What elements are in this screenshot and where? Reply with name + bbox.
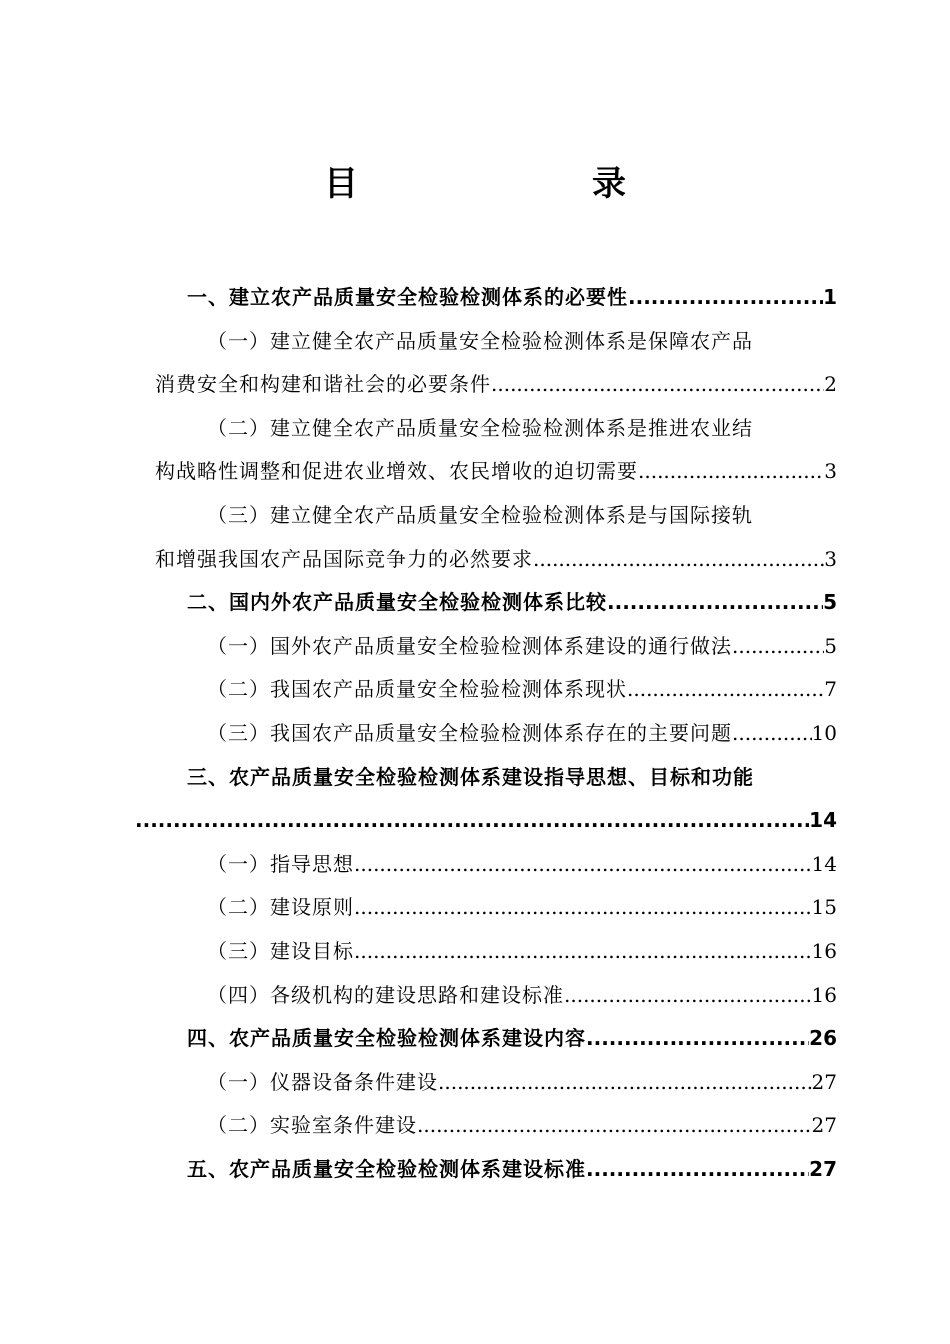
toc-entry-text: 一、建立农产品质量安全检验检测体系的必要性 [187, 285, 628, 309]
toc-entry-text: （二）实验室条件建设 [207, 1113, 417, 1138]
toc-entry-line [155, 1104, 837, 1148]
toc-entry-line [155, 581, 837, 625]
toc-section-entry[interactable] [155, 1061, 837, 1105]
dot-leader [354, 930, 812, 974]
dot-leader [417, 1104, 812, 1148]
toc-chapter-entry[interactable] [155, 1148, 837, 1192]
toc-entry-text: 消费安全和构建和谐社会的必要条件 [155, 372, 491, 397]
toc-page-number: 7 [824, 677, 837, 702]
table-of-contents [155, 276, 837, 1191]
dot-leader [638, 450, 824, 494]
toc-page-number: 3 [824, 459, 837, 484]
toc-page-number: 27 [809, 1156, 837, 1181]
toc-entry-text: （一）指导思想 [207, 851, 354, 876]
dot-leader [628, 276, 823, 320]
toc-entry-text: （二）建设原则 [207, 895, 354, 920]
toc-entry-text: （四）各级机构的建设思路和建设标准 [207, 982, 564, 1007]
toc-entry-line [155, 1017, 837, 1061]
toc-page-number: 15 [811, 895, 837, 920]
toc-section-entry[interactable] [155, 1104, 837, 1148]
dot-leader [135, 799, 809, 843]
toc-page-number: 3 [824, 546, 837, 571]
toc-entry-line [155, 320, 837, 364]
toc-section-entry[interactable] [155, 712, 837, 756]
toc-section-entry[interactable] [155, 320, 837, 407]
toc-section-entry[interactable] [155, 886, 837, 930]
dot-leader [607, 581, 823, 625]
dot-leader [586, 1148, 809, 1192]
dot-leader [491, 363, 824, 407]
dot-leader [438, 1061, 812, 1105]
toc-section-entry[interactable] [155, 668, 837, 712]
dot-leader [564, 974, 812, 1018]
toc-entry-line [155, 712, 837, 756]
dot-leader [354, 843, 812, 887]
toc-page-number: 27 [811, 1069, 837, 1094]
toc-page-number: 2 [824, 372, 837, 397]
toc-page-number: 16 [811, 938, 837, 963]
toc-section-entry[interactable] [155, 974, 837, 1018]
toc-page-number: 16 [811, 982, 837, 1007]
toc-entry-text: 和增强我国农产品国际竞争力的必然要求 [155, 546, 533, 571]
toc-page-number: 1 [823, 285, 837, 309]
toc-page-number: 14 [811, 851, 837, 876]
toc-entry-text: 四、农产品质量安全检验检测体系建设内容 [187, 1026, 586, 1051]
toc-chapter-entry[interactable] [155, 276, 837, 320]
toc-entry-line [155, 668, 837, 712]
toc-entry-line [155, 625, 837, 669]
toc-entry-text: （一）建立健全农产品质量安全检验检测体系是保障农产品 [207, 328, 753, 353]
toc-entry-text: （二）我国农产品质量安全检验检测体系现状 [207, 677, 627, 702]
toc-page-number: 10 [811, 720, 837, 745]
toc-entry-line [135, 799, 837, 843]
toc-chapter-entry[interactable] [155, 1017, 837, 1061]
dot-leader [732, 712, 812, 756]
toc-entry-line [155, 974, 837, 1018]
toc-entry-line [155, 494, 837, 538]
toc-entry-line [155, 407, 837, 451]
page-title: 目 录 [324, 164, 726, 204]
toc-entry-line [155, 450, 837, 494]
dot-leader [354, 886, 812, 930]
toc-page-number: 27 [811, 1113, 837, 1138]
toc-page-number: 5 [823, 590, 837, 615]
dot-leader [533, 538, 824, 582]
dot-leader [732, 625, 824, 669]
toc-entry-line [155, 276, 837, 320]
toc-entry-line [155, 843, 837, 887]
toc-entry-text: （三）我国农产品质量安全检验检测体系存在的主要问题 [207, 720, 732, 745]
toc-entry-line [155, 1061, 837, 1105]
toc-page-number: 14 [809, 808, 837, 833]
toc-entry-text: （一）仪器设备条件建设 [207, 1069, 438, 1094]
toc-section-entry[interactable] [155, 494, 837, 581]
toc-section-entry[interactable] [155, 407, 837, 494]
toc-section-entry[interactable] [155, 930, 837, 974]
toc-entry-text: 构战略性调整和促进农业增效、农民增收的迫切需要 [155, 459, 638, 484]
toc-entry-line [155, 363, 837, 407]
toc-entry-text: （一）国外农产品质量安全检验检测体系建设的通行做法 [207, 633, 732, 658]
toc-section-entry[interactable] [155, 843, 837, 887]
toc-entry-line [155, 930, 837, 974]
toc-entry-text: （三）建立健全农产品质量安全检验检测体系是与国际接轨 [207, 502, 753, 527]
toc-chapter-entry[interactable] [155, 756, 837, 843]
dot-leader [627, 668, 824, 712]
toc-entry-text: （二）建立健全农产品质量安全检验检测体系是推进农业结 [207, 415, 753, 440]
toc-entry-text: 二、国内外农产品质量安全检验检测体系比较 [187, 590, 607, 615]
toc-chapter-entry[interactable] [155, 581, 837, 625]
toc-entry-text: 五、农产品质量安全检验检测体系建设标准 [187, 1156, 586, 1181]
toc-entry-line [155, 538, 837, 582]
toc-entry-line [155, 1148, 837, 1192]
dot-leader [586, 1017, 809, 1061]
toc-entry-text: （三）建设目标 [207, 938, 354, 963]
toc-section-entry[interactable] [155, 625, 837, 669]
toc-page-number: 26 [809, 1026, 837, 1051]
toc-entry-line [155, 886, 837, 930]
toc-entry-line [155, 756, 837, 800]
toc-entry-text: 三、农产品质量安全检验检测体系建设指导思想、目标和功能 [187, 764, 754, 789]
toc-page-number: 5 [824, 633, 837, 658]
